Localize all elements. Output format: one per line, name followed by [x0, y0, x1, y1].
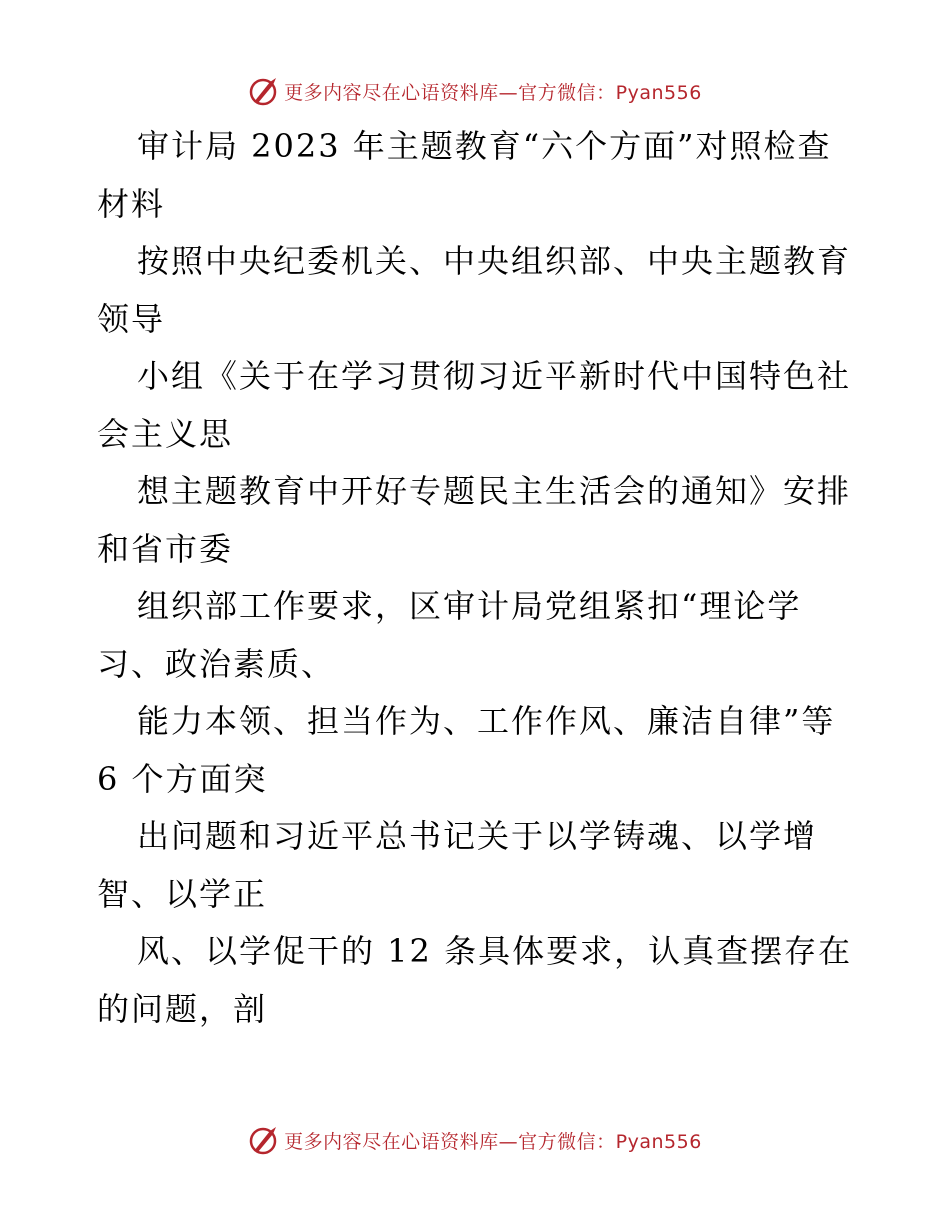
- text-line: 领导: [97, 299, 166, 338]
- text-line: 和省市委: [97, 529, 234, 568]
- text-line: 风、以学促干的 12 条具体要求，认真查摆存在: [137, 932, 853, 970]
- text-line: 习、政治素质、: [97, 644, 336, 683]
- text-line: 6 个方面突: [97, 759, 268, 798]
- footer-banner-text: 更多内容尽在心语资料库—官方微信：Pyan556: [284, 1130, 702, 1153]
- quill-seal-icon: [248, 76, 278, 106]
- text-line: 小组《关于在学习贯彻习近平新时代中国特色社: [137, 357, 852, 395]
- text-line: 材料: [97, 184, 166, 223]
- text-line: 按照中央纪委机关、中央组织部、中央主题教育: [137, 242, 852, 280]
- text-line: 组织部工作要求，区审计局党组紧扣“理论学: [137, 587, 802, 625]
- text-line: 审计局 2023 年主题教育“六个方面”对照检查: [137, 127, 832, 165]
- header-banner-text: 更多内容尽在心语资料库—官方微信：Pyan556: [284, 81, 702, 104]
- header-banner[interactable]: [0, 71, 950, 111]
- footer-banner[interactable]: [0, 1120, 950, 1160]
- text-line: 出问题和习近平总书记关于以学铸魂、以学增: [137, 817, 818, 855]
- quill-seal-icon: [248, 1125, 278, 1155]
- text-line: 想主题教育中开好专题民主生活会的通知》安排: [137, 472, 852, 510]
- text-line: 会主义思: [97, 414, 234, 453]
- text-line: 智、以学正: [97, 874, 268, 913]
- text-line: 能力本领、担当作为、工作作风、廉洁自律”等: [137, 702, 836, 740]
- text-line: 的问题，剖: [97, 989, 268, 1028]
- body-text: [97, 118, 857, 1038]
